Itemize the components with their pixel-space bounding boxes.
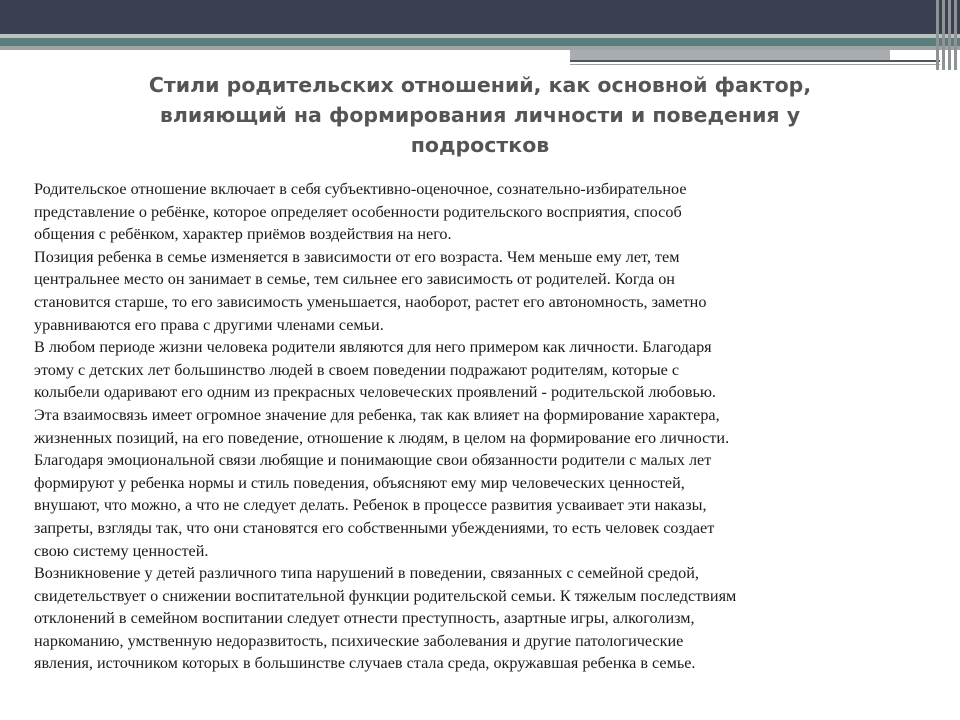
text-line: Позиция ребенка в семье изменяется в зависимости от его возраста. Чем меньше ему лет, тем — [34, 247, 680, 266]
text-line: формируют у ребенка нормы и стиль поведения, объясняют ему мир человеческих ценностей, — [34, 473, 685, 492]
slide-title-line: Стили родительских отношений, как основной фактор, — [148, 73, 812, 97]
paragraph-behavior-disorders — [34, 562, 946, 675]
paragraph-parents-example — [34, 336, 946, 449]
header-right-bars — [932, 0, 960, 70]
header-bar — [954, 0, 957, 70]
text-line: наркоманию, умственную недоразвитость, психические заболевания и другие патологические — [34, 631, 684, 650]
text-line: Возникновение у детей различного типа нарушений в поведении, связанных с семейной средой, — [34, 564, 699, 583]
paragraph-child-position — [34, 246, 946, 336]
text-line: отклонений в семейном воспитании следует отнести преступность, азартные игры, алкоголизм, — [34, 609, 695, 628]
text-line: жизненных позиций, на его поведение, отношение к людям, в целом на формирование его личности. — [34, 428, 730, 447]
paragraph-emotional-bond — [34, 449, 946, 562]
paragraph-parental-attitude — [34, 178, 946, 246]
text-line: явления, источником которых в большинстве случаев стала среда, окружавшая ребенка в семье. — [34, 654, 696, 673]
text-line: В любом периоде жизни человека родители являются для него примером как личности. Благодаря — [34, 338, 712, 357]
text-line: представление о ребёнке, которое определяет особенности родительского восприятия, способ — [34, 202, 682, 221]
header-bar — [942, 0, 945, 70]
header-step-block — [570, 50, 890, 60]
text-line: свою систему ценностей. — [34, 541, 209, 560]
text-line: центральнее место он занимает в семье, тем сильнее его зависимость от родителей. Когда он — [34, 270, 675, 289]
header-bar — [936, 0, 939, 70]
text-line: этому с детских лет большинство людей в своем поведении подражают родителям, которые с — [34, 360, 679, 379]
slide-title-line: влияющий на формирования личности и поведения у — [159, 103, 801, 127]
header-banner — [0, 0, 960, 34]
slide-body — [34, 178, 946, 675]
text-line: Эта взаимосвязь имеет огромное значение для ребенка, так как влияет на формирование характера, — [34, 405, 720, 424]
slide-title — [80, 70, 880, 160]
header-bar — [948, 0, 951, 70]
header-step-thin-line — [570, 64, 940, 65]
text-line: запреты, взгляды так, что они становятся его собственными убеждениями, то есть человек создает — [34, 518, 715, 537]
text-line: Родительское отношение включает в себя субъективно-оценочное, сознательно-избирательное — [34, 180, 687, 198]
header-stripe-teal — [0, 38, 960, 46]
slide-title-line: подростков — [410, 133, 550, 157]
text-line: свидетельствует о снижении воспитательной функции родительской семьи. К тяжелым последствиям — [34, 586, 737, 605]
text-line: внушают, что можно, а что не следует делать. Ребенок в процессе развития усваивает эти наказы, — [34, 496, 707, 515]
text-line: общения с ребёнком, характер приёмов воздействия на него. — [34, 225, 452, 244]
text-line: становится старше, то его зависимость уменьшается, наоборот, растет его автономность, заметно — [34, 292, 707, 311]
text-line: уравниваются его права с другими членами семьи. — [34, 315, 384, 334]
header-step-line — [570, 60, 940, 62]
text-line: колыбели одаривают его одним из прекрасных человеческих проявлений - родительской любовью. — [34, 383, 716, 402]
text-line: Благодаря эмоциональной связи любящие и понимающие свои обязанности родители с малых лет — [34, 451, 712, 470]
